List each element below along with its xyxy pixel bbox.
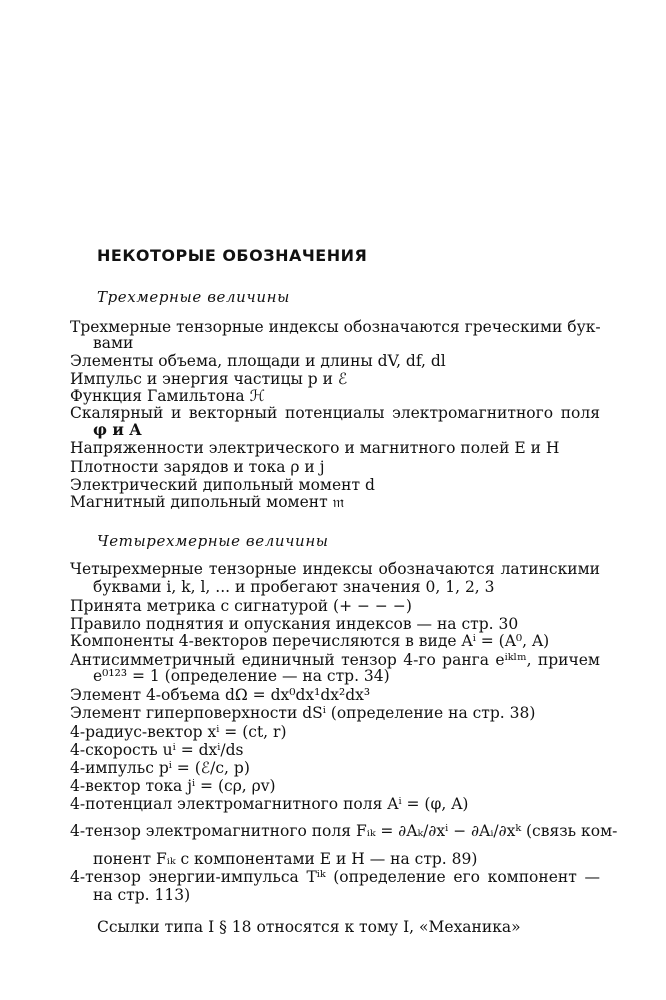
notation-line: 4-вектор тока jⁱ = (cρ, ρv) bbox=[70, 777, 276, 795]
section-heading-three-dim: Трехмерные величины bbox=[97, 288, 290, 306]
notation-line: 4-тензор электромагнитного поля Fᵢₖ = ∂Aₖ/∂xⁱ − ∂Aᵢ/∂xᵏ (связь ком- bbox=[70, 822, 618, 840]
notation-line: 4-потенциал электромагнитного поля Aⁱ = (φ, A) bbox=[70, 795, 469, 813]
notation-line: Элемент 4-объема dΩ = dx⁰dx¹dx²dx³ bbox=[70, 686, 371, 704]
section-heading-four-dim: Четырехмерные величины bbox=[97, 532, 329, 550]
notation-line: 4-импульс pⁱ = (ℰ/c, p) bbox=[70, 759, 250, 777]
notation-line: Электрический дипольный момент d bbox=[70, 476, 375, 494]
notation-line: Скалярный и векторный потенциалы электромагнитного поля bbox=[70, 404, 600, 422]
notation-line: Плотности зарядов и тока ρ и j bbox=[70, 458, 325, 476]
notation-line: φ и A bbox=[93, 420, 142, 439]
notation-line: Четырехмерные тензорные индексы обозначаются латинскими bbox=[70, 560, 600, 578]
notation-line: на стр. 113) bbox=[93, 886, 191, 904]
notation-line: Антисимметричный единичный тензор 4-го ранга eⁱᵏˡᵐ, причем bbox=[70, 651, 600, 669]
notation-line: буквами i, k, l, ... и пробегают значения 0, 1, 2, 3 bbox=[93, 578, 495, 596]
notation-line: Трехмерные тензорные индексы обозначаются греческими бук- bbox=[70, 318, 601, 336]
notation-line: 4-скорость uⁱ = dxⁱ/ds bbox=[70, 741, 244, 759]
notation-line: Элемент гиперповерхности dSⁱ (определение на стр. 38) bbox=[70, 704, 536, 722]
notation-line: вами bbox=[93, 334, 134, 352]
notation-line: Принята метрика с сигнатурой (+ − − −) bbox=[70, 597, 412, 615]
notation-line: Элементы объема, площади и длины dV, df, dl bbox=[70, 352, 446, 370]
notation-line: Напряженности электрического и магнитного полей E и H bbox=[70, 439, 560, 457]
footer-note: Ссылки типа I § 18 относятся к тому I, «Механика» bbox=[97, 918, 521, 936]
notation-line: Функция Гамильтона ℋ bbox=[70, 387, 265, 405]
notation-line: Магнитный дипольный момент 𝔪 bbox=[70, 493, 345, 511]
notation-line: 4-радиус-вектор xⁱ = (ct, r) bbox=[70, 723, 287, 741]
notation-line: Импульс и энергия частицы p и ℰ bbox=[70, 370, 348, 388]
notation-line: Компоненты 4-векторов перечисляются в виде Aⁱ = (A⁰, A) bbox=[70, 632, 550, 650]
notation-line: Правило поднятия и опускания индексов — на стр. 30 bbox=[70, 615, 519, 633]
notation-line: e⁰¹²³ = 1 (определение — на стр. 34) bbox=[93, 667, 390, 685]
notation-line: понент Fᵢₖ с компонентами E и H — на стр. 89) bbox=[93, 850, 478, 868]
page-title: НЕКОТОРЫЕ ОБОЗНАЧЕНИЯ bbox=[97, 246, 368, 265]
notation-line: 4-тензор энергии-импульса Tⁱᵏ (определение его компонент — bbox=[70, 868, 600, 886]
